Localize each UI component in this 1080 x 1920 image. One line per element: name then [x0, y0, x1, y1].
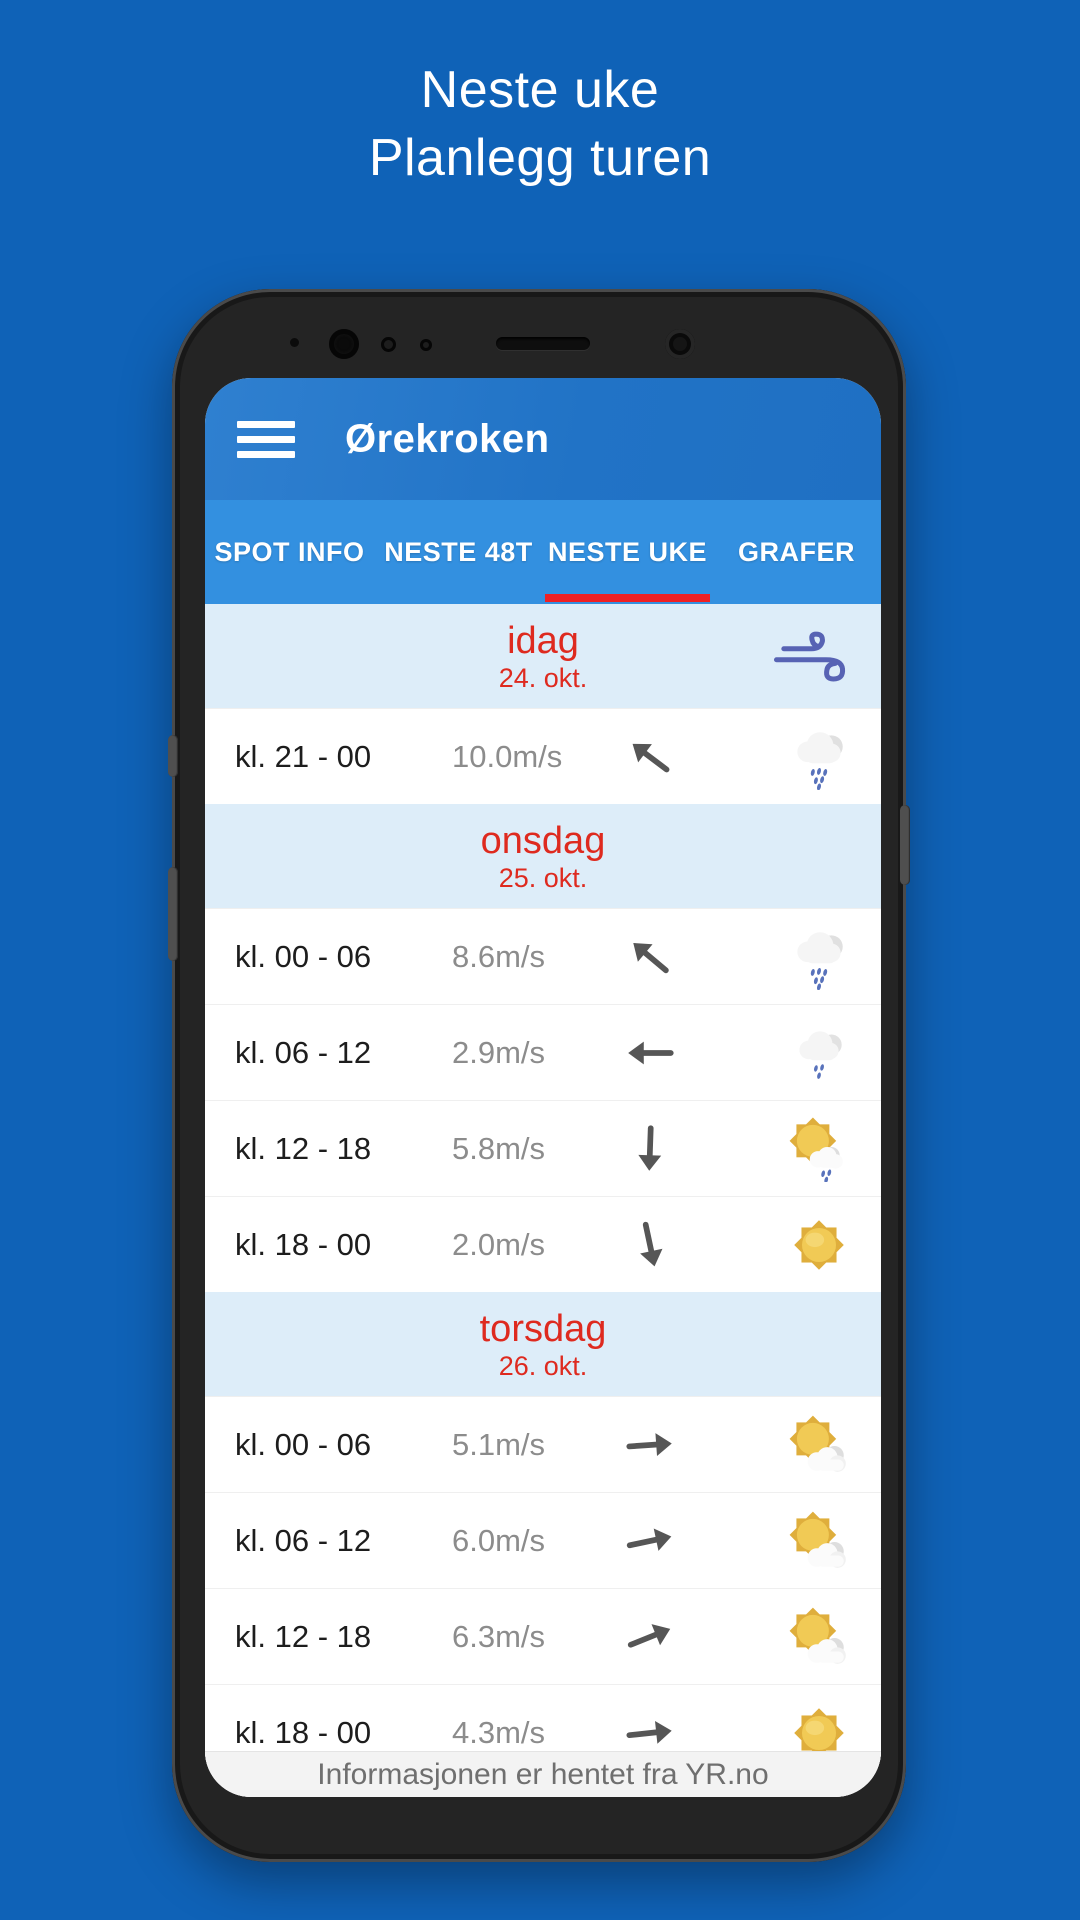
wind-direction-arrow	[621, 1416, 679, 1474]
hamburger-icon	[237, 436, 295, 443]
wind-speed: 8.6m/s	[452, 938, 546, 974]
wind-speed: 6.3m/s	[452, 1618, 546, 1654]
hamburger-icon	[237, 421, 295, 428]
phone-screen	[205, 378, 881, 1797]
wind-speed: 5.8m/s	[452, 1130, 546, 1166]
forecast-row	[205, 1004, 881, 1100]
weather-icon	[786, 1604, 852, 1670]
front-camera-icon	[329, 329, 359, 359]
power-button	[900, 805, 910, 885]
wind-gust-icon	[771, 618, 859, 696]
tab-label: SPOT INFO	[214, 536, 365, 567]
app-title: Ørekroken	[345, 416, 550, 461]
time-range: kl. 18 - 00	[235, 1714, 372, 1750]
proximity-sensor-icon	[290, 338, 299, 347]
wind-speed: 10.0m/s	[452, 738, 563, 774]
weather-icon	[786, 1116, 852, 1182]
forecast-row	[205, 908, 881, 1004]
page-title-line1: Neste uke	[420, 61, 660, 119]
attribution-footer	[205, 1751, 881, 1797]
sensor-dot-icon	[420, 339, 432, 351]
day-name: torsdag	[479, 1307, 607, 1350]
time-range: kl. 12 - 18	[235, 1130, 372, 1166]
page-title-line2: Planlegg turen	[368, 129, 712, 187]
wind-direction-arrow	[622, 1121, 678, 1177]
wind-direction-arrow	[618, 1212, 682, 1276]
weather-icon	[786, 1508, 852, 1574]
wind-direction-arrow	[612, 918, 688, 994]
day-date: 24. okt.	[498, 662, 588, 693]
hamburger-icon	[237, 451, 295, 458]
time-range: kl. 12 - 18	[235, 1618, 372, 1654]
forecast-row	[205, 1588, 881, 1684]
day-name: idag	[507, 619, 579, 662]
wind-speed: 4.3m/s	[452, 1714, 546, 1750]
day-name: onsdag	[480, 819, 606, 862]
tab-spot-info[interactable]	[205, 500, 374, 604]
weather-icon	[786, 1412, 852, 1478]
wind-direction-arrow	[615, 1601, 685, 1671]
tab-label: GRAFER	[738, 536, 855, 567]
day-section-header	[205, 604, 881, 708]
forecast-row	[205, 1396, 881, 1492]
forecast-list[interactable]	[205, 604, 881, 1797]
wind-speed: 2.0m/s	[452, 1226, 546, 1262]
menu-button[interactable]	[237, 421, 295, 458]
tab-label: NESTE 48T	[384, 536, 533, 567]
tab-neste-uke[interactable]	[543, 500, 712, 604]
sensor-dot-icon	[381, 337, 396, 352]
day-section-header	[205, 1292, 881, 1396]
day-date: 26. okt.	[498, 1350, 588, 1381]
wind-direction-arrow	[612, 719, 688, 795]
time-range: kl. 00 - 06	[235, 1426, 372, 1462]
wind-speed: 5.1m/s	[452, 1426, 546, 1462]
forecast-row	[205, 708, 881, 804]
time-range: kl. 06 - 12	[235, 1522, 372, 1558]
wind-direction-arrow	[618, 1508, 682, 1572]
wind-direction-arrow	[623, 1026, 677, 1080]
weather-icon	[786, 724, 852, 790]
time-range: kl. 18 - 00	[235, 1226, 372, 1262]
active-tab-underline	[545, 594, 710, 602]
forecast-row	[205, 1100, 881, 1196]
front-camera-icon	[665, 329, 695, 359]
volume-button	[168, 735, 178, 777]
volume-button	[168, 867, 178, 961]
forecast-row	[205, 1492, 881, 1588]
earpiece-speaker-icon	[496, 337, 590, 350]
attribution-text: Informasjonen er hentet fra YR.no	[317, 1758, 769, 1791]
tab-grafer[interactable]	[712, 500, 881, 604]
forecast-row	[205, 1196, 881, 1292]
day-date: 25. okt.	[498, 862, 588, 893]
tab-bar	[205, 500, 881, 604]
page-title	[0, 56, 1080, 192]
time-range: kl. 06 - 12	[235, 1034, 372, 1070]
tab-label: NESTE UKE	[547, 536, 708, 567]
day-section-header	[205, 804, 881, 908]
time-range: kl. 00 - 06	[235, 938, 372, 974]
time-range: kl. 21 - 00	[235, 738, 372, 774]
weather-icon	[786, 1212, 852, 1278]
phone-frame	[172, 289, 906, 1862]
wind-speed: 6.0m/s	[452, 1522, 546, 1558]
tab-neste-48t[interactable]	[374, 500, 543, 604]
weather-icon	[786, 924, 852, 990]
app-bar	[205, 378, 881, 500]
wind-speed: 2.9m/s	[452, 1034, 546, 1070]
weather-icon	[786, 1020, 852, 1086]
